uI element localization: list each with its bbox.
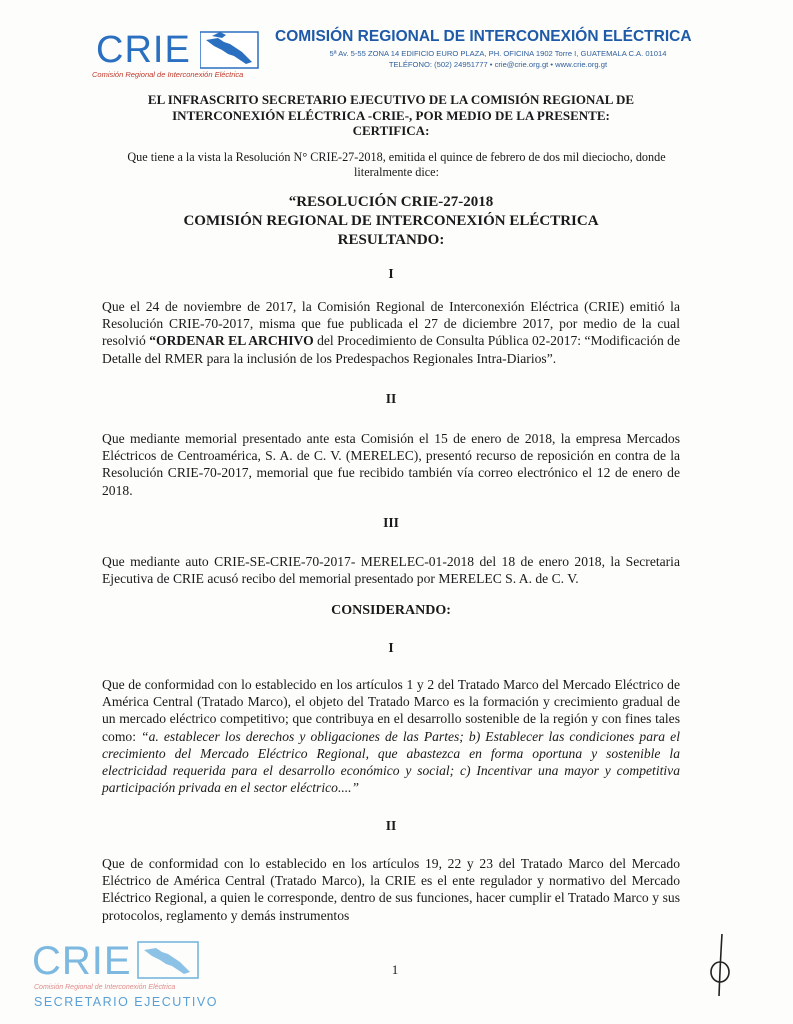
resultando-paragraph-2: Que mediante memorial presentado ante esta Comisión el 15 de enero de 2018, la empresa Mercados Eléctricos de Centroamérica, S. A. de C. V. (MERELEC), presentó recurso de reposición en contra de la Resolución CRIE-70-2017, memorial que fue recibido también vía correo electrónico el 12 de enero de 2018. (102, 431, 680, 498)
resultando-1-text-b: del Procedimiento de Consulta Pública 02-2017: “Modificación de Detalle del RMER para la inclusión de los Predespachos Regionales Intra-Diarios”. (102, 333, 680, 366)
considerando-1-text: Que de conformidad con lo establecido en los artículos 1 y 2 del Tratado Marco del Mercado Eléctrico de América Central (Tratado Marco), el objeto del Tratado Marco es la formación y crecimiento gradual de un mercado eléctrico competitivo; que contribuya en el desarrollo sostenible de la región y con fines tales como: (102, 677, 680, 744)
considerando-number-2: II (385, 818, 397, 833)
stamp-subtitle: Comisión Regional de Interconexión Eléctrica (34, 984, 176, 991)
org-contact: TELÉFONO: (502) 24951777 • crie@crie.org.gt • www.crie.org.gt (388, 60, 608, 69)
stamp-logo-text: CRIE (32, 939, 132, 983)
logo-subtitle: Comisión Regional de Interconexión Eléctrica (92, 70, 244, 79)
org-address: 5ª Av. 5-55 ZONA 14 EDIFICIO EURO PLAZA, PH. OFICINA 1902 Torre I, GUATEMALA C.A. 01014 (329, 49, 667, 58)
certification-line-3: CERTIFICA: (352, 123, 430, 138)
resolution-org: COMISIÓN REGIONAL DE INTERCONEXIÓN ELÉCTRICA (183, 213, 599, 229)
considerando-number-1: I (388, 640, 394, 655)
resultando-heading: RESULTANDO: (337, 232, 445, 248)
certification-line-1: EL INFRASCRITO SECRETARIO EJECUTIVO DE LA COMISIÓN REGIONAL DE (147, 92, 635, 107)
crie-logo (92, 26, 262, 82)
resultando-1-text-a: Que el 24 de noviembre de 2017, la Comisión Regional de Interconexión Eléctrica (CRIE) emitió la Resolución CRIE-70-2017, misma que fue publicada el 27 de diciembre 2017, por medio de la cual resolvió (102, 299, 680, 349)
resultando-1-bold: “ORDENAR EL ARCHIVO (149, 333, 314, 349)
resultando-paragraph-3: Que mediante auto CRIE-SE-CRIE-70-2017- MERELEC-01-2018 del 18 de enero 2018, la Secretaria Ejecutiva de CRIE acusó recibo del memorial presentado por MERELEC S. A. de C. V. (102, 554, 680, 587)
resultando-number-3: III (383, 515, 399, 530)
central-america-map-icon (200, 26, 260, 76)
intro-line-2: literalmente dice: (354, 165, 439, 179)
considerando-paragraph-2: Que de conformidad con lo establecido en los artículos 19, 22 y 23 del Tratado Marco del Mercado Eléctrico de América Central (Tratado Marco), la CRIE es el ente regulador y normativo del Mercado Eléctrico Regional, a quien le corresponde, dentro de sus funciones, hacer cumplir el Tratado Marco y sus protocolos, reglamento y demás instrumentos (102, 856, 680, 923)
certification-line-2: INTERCONEXIÓN ELÉCTRICA -CRIE-, POR MEDIO DE LA PRESENTE: (172, 107, 610, 123)
handwritten-initial-icon (700, 930, 740, 1000)
considerando-1-quote: “a. establecer los derechos y obligaciones de las Partes; b) Establecer las condiciones para el crecimiento del Mercado Eléctrico Regional, que abastezca en forma oportuna y sostenible la electricidad requerida para el desarrollo económico y social; c) Incentivar una mayor y competitiva participación privada en el sector eléctrico....” (102, 728, 680, 796)
stamp-label: SECRETARIO EJECUTIVO (34, 995, 218, 1009)
org-title: COMISIÓN REGIONAL DE INTERCONEXIÓN ELÉCTRICA (275, 28, 692, 45)
resultando-paragraph-1 (102, 298, 680, 367)
considerando-heading: CONSIDERANDO: (331, 603, 451, 618)
resolution-title: “RESOLUCIÓN CRIE-27-2018 (288, 194, 494, 210)
logo-text: CRIE (96, 29, 191, 71)
stamp-map-icon (136, 936, 202, 986)
page-number: 1 (391, 962, 399, 977)
intro-line-1: Que tiene a la vista la Resolución N° CRIE-27-2018, emitida el quince de febrero de dos mil dieciocho, donde (127, 150, 666, 164)
certification-block (102, 92, 680, 139)
resolution-heading (102, 193, 680, 250)
resultando-number-2: II (385, 391, 397, 406)
considerando-paragraph-1 (102, 676, 680, 796)
certification-intro (80, 150, 713, 180)
resultando-number-1: I (388, 266, 394, 281)
